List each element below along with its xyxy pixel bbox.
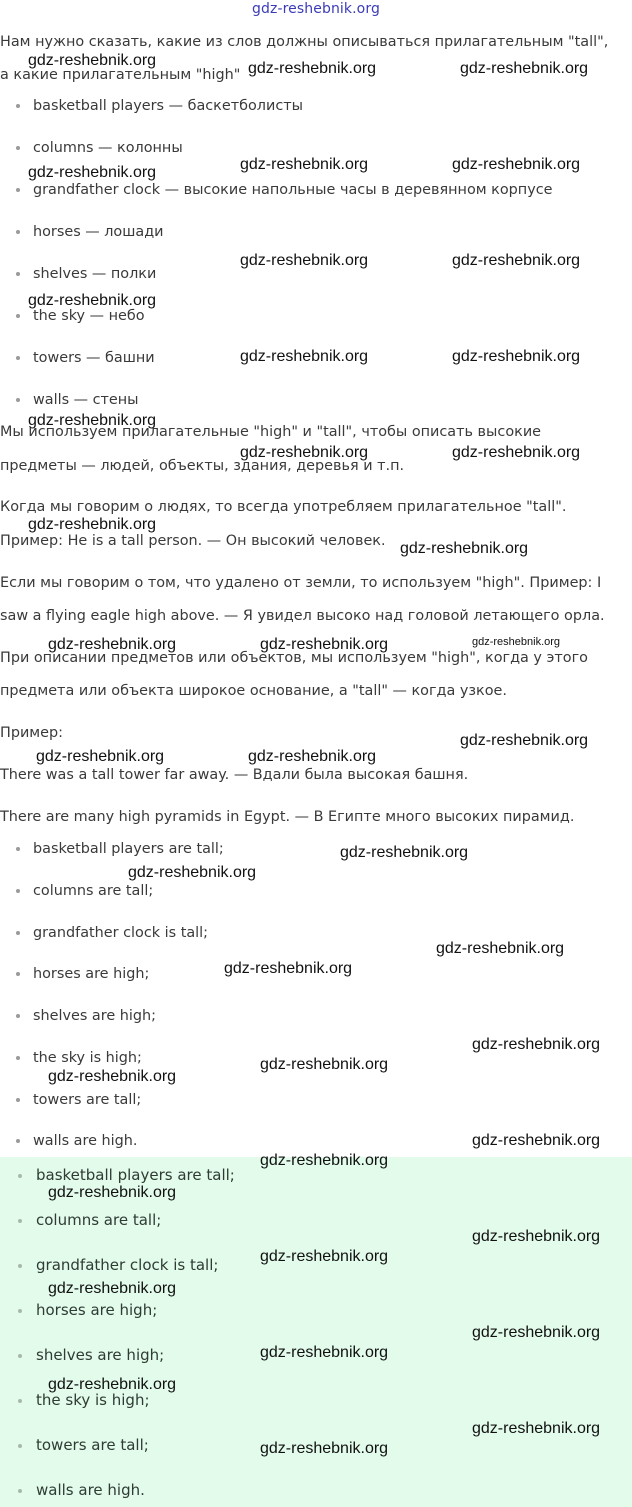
explanation-p1-line2: предметы — людей, объекты, здания, деревья и т.п. [0, 458, 405, 474]
watermark: gdz-reshebnik.org [452, 348, 581, 365]
bullet-icon [16, 972, 20, 976]
watermark: gdz-reshebnik.org [436, 940, 565, 957]
watermark: gdz-reshebnik.org [28, 164, 157, 181]
site-header[interactable]: gdz-reshebnik.org [252, 1, 380, 17]
example-2: There are many high pyramids in Egypt. — В Египте много высоких пирамид. [0, 809, 575, 825]
watermark: gdz-reshebnik.org [28, 292, 157, 309]
watermark: gdz-reshebnik.org [400, 540, 529, 557]
watermark: gdz-reshebnik.org [128, 864, 257, 881]
bullet-icon [18, 1444, 22, 1448]
explanation-p1-line1: Мы используем прилагательные "high" и "tall", чтобы описать высокие [0, 424, 542, 440]
watermark: gdz-reshebnik.org [260, 1248, 389, 1265]
watermark: gdz-reshebnik.org [28, 516, 157, 533]
bullet-icon [16, 356, 20, 360]
watermark: gdz-reshebnik.org [260, 636, 389, 653]
bullet-icon [18, 1174, 22, 1178]
explanation-p3-line1: Если мы говорим о том, что удалено от земли, то используем "high". Пример: I [0, 575, 602, 591]
watermark: gdz-reshebnik.org [48, 1280, 177, 1297]
watermark: gdz-reshebnik.org [452, 252, 581, 269]
explanation-p3-line2: saw a flying eagle high above. — Я увидел высоко над головой летающего орла. [0, 608, 605, 624]
watermark: gdz-reshebnik.org [260, 1440, 389, 1457]
bullet-icon [16, 230, 20, 234]
watermark: gdz-reshebnik.org [28, 52, 157, 69]
watermark: gdz-reshebnik.org [240, 348, 369, 365]
bullet-icon [18, 1354, 22, 1358]
bullet-icon [16, 104, 20, 108]
bullet-icon [18, 1219, 22, 1223]
bullet-icon [16, 314, 20, 318]
bullet-icon [16, 1056, 20, 1060]
watermark: gdz-reshebnik.org [48, 636, 177, 653]
watermark: gdz-reshebnik.org [260, 1344, 389, 1361]
watermark: gdz-reshebnik.org [472, 1036, 601, 1053]
watermark: gdz-reshebnik.org [224, 960, 353, 977]
example-label: Пример: [0, 725, 64, 741]
watermark: gdz-reshebnik.org [36, 748, 165, 765]
intro-line-2: а какие прилагательным "high" [0, 67, 241, 83]
watermark: gdz-reshebnik.org [260, 1056, 389, 1073]
bullet-icon [18, 1309, 22, 1313]
bullet-icon [18, 1264, 22, 1268]
watermark: gdz-reshebnik.org [240, 444, 369, 461]
watermark: gdz-reshebnik.org [248, 748, 377, 765]
watermark: gdz-reshebnik.org [452, 156, 581, 173]
watermark: gdz-reshebnik.org [472, 1132, 601, 1149]
watermark: gdz-reshebnik.org [460, 60, 589, 77]
watermark: gdz-reshebnik.org [472, 636, 561, 648]
bullet-icon [16, 889, 20, 893]
watermark: gdz-reshebnik.org [260, 1152, 389, 1169]
bullet-icon [16, 1139, 20, 1143]
watermark: gdz-reshebnik.org [452, 444, 581, 461]
watermark: gdz-reshebnik.org [48, 1184, 177, 1201]
watermark: gdz-reshebnik.org [460, 732, 589, 749]
watermark: gdz-reshebnik.org [240, 252, 369, 269]
bullet-icon [16, 272, 20, 276]
watermark: gdz-reshebnik.org [340, 844, 469, 861]
bullet-icon [18, 1399, 22, 1403]
watermark: gdz-reshebnik.org [472, 1420, 601, 1437]
watermark: gdz-reshebnik.org [48, 1376, 177, 1393]
answer-box: basketball players are tall; columns are tall; grandfather clock is tall; horses are high; shelves are high; the sky is high; towers are tall; walls are high. [0, 1157, 632, 1507]
bullet-icon [16, 931, 20, 935]
explanation-p2-line2: Пример: He is a tall person. — Он высокий человек. [0, 533, 386, 549]
bullet-icon [16, 188, 20, 192]
watermark: gdz-reshebnik.org [472, 1324, 601, 1341]
bullet-icon [16, 146, 20, 150]
bullet-icon [18, 1489, 22, 1493]
watermark: gdz-reshebnik.org [472, 1228, 601, 1245]
explanation-p4-line2: предмета или объекта широкое основание, а "tall" — когда узкое. [0, 683, 507, 699]
watermark: gdz-reshebnik.org [28, 412, 157, 429]
example-1: There was a tall tower far away. — Вдали была высокая башня. [0, 767, 469, 783]
bullet-icon [16, 398, 20, 402]
explanation-p4-line1: При описании предметов или объектов, мы используем "high", когда у этого [0, 650, 588, 666]
watermark: gdz-reshebnik.org [240, 156, 369, 173]
explanation-p2-line1: Когда мы говорим о людях, то всегда употребляем прилагательное "tall". [0, 499, 567, 515]
bullet-icon [16, 1098, 20, 1102]
bullet-icon [16, 1014, 20, 1018]
intro-line-1: Нам нужно сказать, какие из слов должны описываться прилагательным "tall", [0, 34, 609, 50]
watermark: gdz-reshebnik.org [248, 60, 377, 77]
watermark: gdz-reshebnik.org [48, 1068, 177, 1085]
bullet-icon [16, 847, 20, 851]
